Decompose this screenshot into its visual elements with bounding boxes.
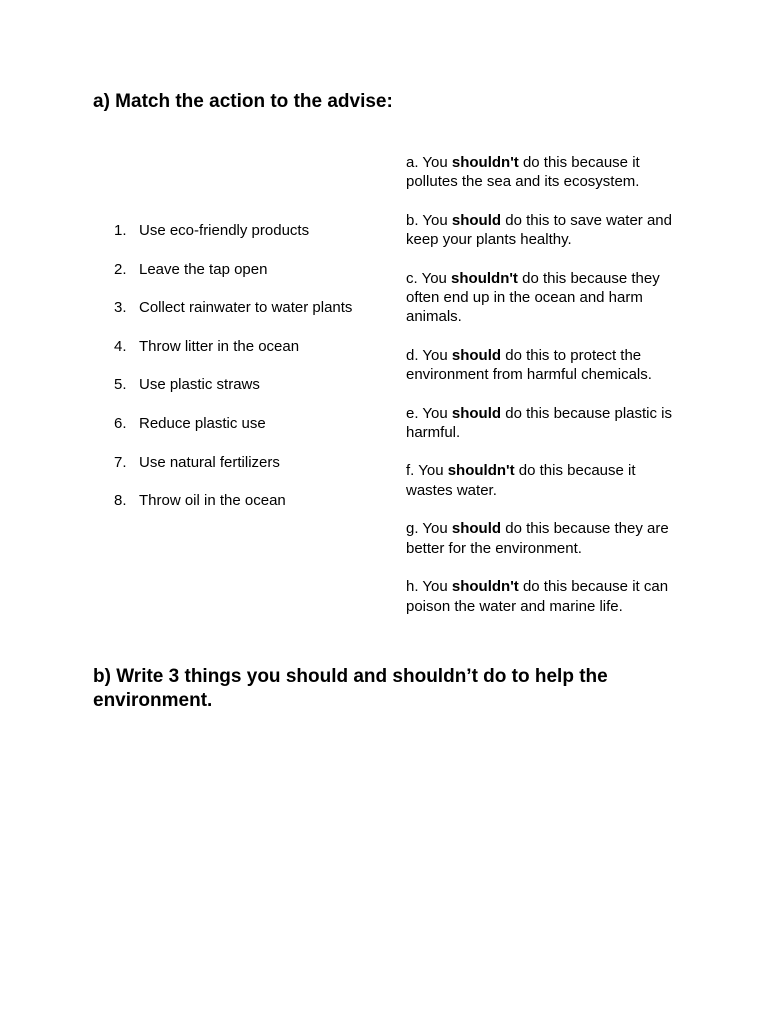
advice-text: do this because it pollutes the sea and its ecosystem. [406,154,640,191]
advice-prefix: h. You [406,578,452,596]
advice-prefix: g. You [406,520,452,538]
action-number: 2. [114,260,127,278]
advice-text: do this to save water and keep your plants healthy. [406,211,672,249]
action-text: Throw oil in the ocean [139,492,286,510]
advice-item [406,461,681,500]
advice-item [406,519,681,558]
action-number: 4. [114,337,127,355]
advice-emphasis: shouldn't [451,578,519,596]
action-number: 8. [114,492,127,510]
action-item [114,414,352,453]
advice-emphasis: shouldn't [451,154,519,171]
action-item [114,375,352,414]
action-number: 3. [114,299,127,317]
action-item [114,260,352,299]
action-item [114,298,352,337]
action-item [114,221,352,260]
advice-emphasis: shouldn't [451,269,518,287]
advice-item [406,153,681,192]
advice-text: do this because it wastes water. [406,462,636,499]
advice-emphasis: should [451,211,502,229]
section-b-heading: b) Write 3 things you should and shouldn’t do to help the environment. [93,666,608,711]
action-text: Use natural fertilizers [139,453,280,471]
advice-text: do this because plastic is harmful. [406,404,672,442]
action-text: Collect rainwater to water plants [139,299,353,317]
action-text: Throw litter in the ocean [139,337,300,355]
advice-prefix: b. You [406,211,452,229]
advice-text: do this because it can poison the water and marine life. [406,578,669,615]
action-number: 5. [114,376,127,394]
advice-item [406,346,681,385]
advice-emphasis: should [451,404,502,422]
action-text: Use plastic straws [139,376,260,394]
advice-text: do this because they are better for the environment. [406,520,669,557]
advice-item [406,269,681,327]
action-number: 6. [114,414,127,432]
section-a-heading: a) Match the action to the advise: [93,91,393,112]
advice-text: do this to protect the environment from harmful chemicals. [406,346,652,384]
action-item [114,491,352,530]
action-item [114,453,352,492]
advice-emphasis: shouldn't [447,462,515,480]
action-text: Reduce plastic use [139,414,266,432]
advice-item [406,211,681,250]
advice-text: do this because they often end up in the ocean and harm animals. [406,269,660,326]
advice-prefix: f. You [406,462,448,480]
advice-emphasis: should [451,520,502,538]
advice-prefix: a. You [406,154,452,171]
action-item [114,337,352,376]
advice-prefix: e. You [406,404,452,422]
advice-prefix: c. You [406,269,452,287]
advice-list [406,153,681,635]
advice-item [406,577,681,616]
advice-prefix: d. You [406,346,452,364]
action-text: Use eco-friendly products [139,222,310,239]
actions-list [114,221,352,530]
advice-item [406,404,681,443]
action-number: 7. [114,453,127,471]
action-number: 1. [114,222,127,239]
action-text: Leave the tap open [139,260,268,278]
advice-emphasis: should [451,346,502,364]
